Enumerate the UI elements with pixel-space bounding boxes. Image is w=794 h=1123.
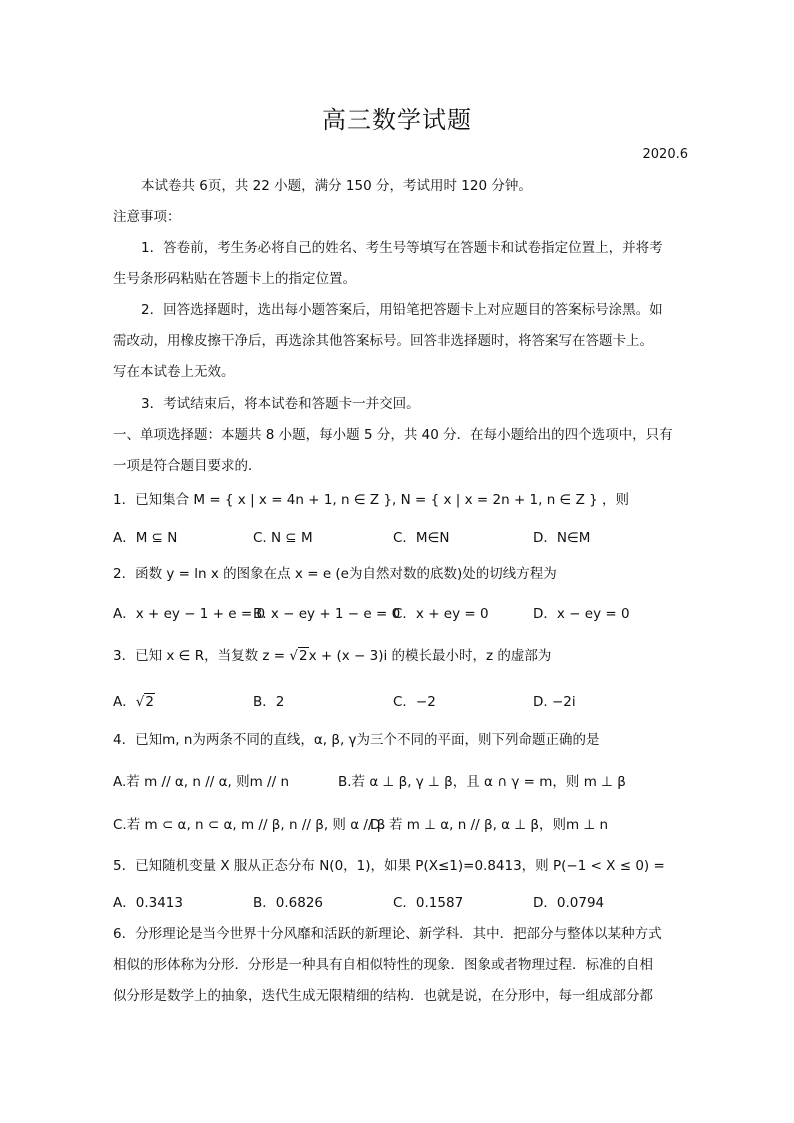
q1-option-c: C．M∈N xyxy=(393,530,450,546)
q5-option-c: C．0.1587 xyxy=(393,895,464,911)
q3-option-b: B．2 xyxy=(253,694,285,710)
q1-option-d: D．N∈M xyxy=(533,530,591,546)
page-title: 高三数学试题 xyxy=(322,106,472,134)
q1-option-b: C. N ⊆ M xyxy=(253,530,313,546)
notice-line: 2．回答选择题时，选出每小题答案后，用铅笔把答题卡上对应题目的答案标号涂黑。如 xyxy=(141,302,663,318)
notice-heading: 注意事项： xyxy=(113,209,181,225)
q2-option-b: B. x − ey + 1 − e = 0 xyxy=(253,606,401,622)
question-6-line: 相似的形体称为分形．分形是一种具有自相似特性的现象．图象或者物理过程．标准的自相 xyxy=(113,957,653,973)
question-1-stem: 1．已知集合 M = { x | x = 4n + 1, n ∈ Z }, N = { x | x = 2n + 1, n ∈ Z } ，则 xyxy=(113,492,630,508)
q4-option-c: C.若 m ⊂ α, n ⊂ α, m // β, n // β, 则 α // β xyxy=(113,817,386,833)
notice-line: 生号条形码粘贴在答题卡上的指定位置。 xyxy=(113,271,356,287)
q3-option-a-label: A． xyxy=(113,694,136,710)
q3-stem-post: x + (x − 3)i 的模长最小时，z 的虚部为 xyxy=(308,648,552,664)
notice-line: 写在本试卷上无效。 xyxy=(113,364,235,380)
notice-line: 1．答卷前，考生务必将自己的姓名、考生号等填写在答题卡和试卷指定位置上，并将考 xyxy=(141,240,663,256)
sqrt-radicand: 2 xyxy=(145,694,154,710)
question-6-line: 似分形是数学上的抽象，迭代生成无限精细的结构．也就是说，在分形中，每一组成部分都 xyxy=(113,988,653,1004)
section-heading: 一项是符合题目要求的． xyxy=(113,458,262,474)
sqrt-sign: √ xyxy=(289,648,298,664)
question-4-stem: 4．已知m, n为两条不同的直线，α, β, γ为三个不同的平面，则下列命题正确的是 xyxy=(113,732,600,748)
q5-option-a: A．0.3413 xyxy=(113,895,183,911)
intro-text: 本试卷共 6页，共 22 小题，满分 150 分，考试用时 120 分钟。 xyxy=(141,178,532,194)
q3-stem-pre: 3．已知 x ∈ R，当复数 z = xyxy=(113,648,290,664)
q5-option-d: D．0.0794 xyxy=(533,895,605,911)
question-5-stem: 5．已知随机变量 X 服从正态分布 N(0，1)，如果 P(X≤1)=0.8413，则 P(−1 < X ≤ 0) = xyxy=(113,858,665,874)
question-2-stem: 2．函数 y = ln x 的图象在点 x = e (e为自然对数的底数)处的切线方程为 xyxy=(113,566,557,582)
q3-option-d: D. −2i xyxy=(533,694,576,710)
exam-date: 2020.6 xyxy=(642,147,688,162)
q2-option-c: C．x + ey = 0 xyxy=(393,606,489,622)
question-3-stem xyxy=(113,646,551,666)
q4-option-b: B.若 α ⊥ β, γ ⊥ β，且 α ∩ γ = m，则 m ⊥ β xyxy=(338,774,626,790)
q3-option-c: C．−2 xyxy=(393,694,436,710)
question-6-line: 6．分形理论是当今世界十分风靡和活跃的新理论、新学科．其中．把部分与整体以某种方式 xyxy=(113,926,662,942)
section-heading: 一、单项选择题：本题共 8 小题，每小题 5 分，共 40 分．在每小题给出的四个选项中，只有 xyxy=(113,427,673,443)
q3-option-a xyxy=(113,692,155,712)
sqrt-radicand: 2 xyxy=(298,648,308,664)
q5-option-b: B．0.6826 xyxy=(253,895,323,911)
q2-option-d: D．x − ey = 0 xyxy=(533,606,630,622)
q2-option-a: A．x + ey − 1 + e = 0 xyxy=(113,606,266,622)
notice-line: 3．考试结束后，将本试卷和答题卡一并交回。 xyxy=(141,396,420,412)
q4-option-a: A.若 m // α, n // α, 则m // n xyxy=(113,774,289,790)
sqrt-sign: √ xyxy=(135,694,145,710)
notice-line: 需改动，用橡皮擦干净后，再选涂其他答案标号。回答非选择题时，将答案写在答题卡上。 xyxy=(113,333,653,349)
q1-option-a: A．M ⊆ N xyxy=(113,530,178,546)
q4-option-d: D. 若 m ⊥ α, n // β, α ⊥ β，则m ⊥ n xyxy=(370,817,609,833)
